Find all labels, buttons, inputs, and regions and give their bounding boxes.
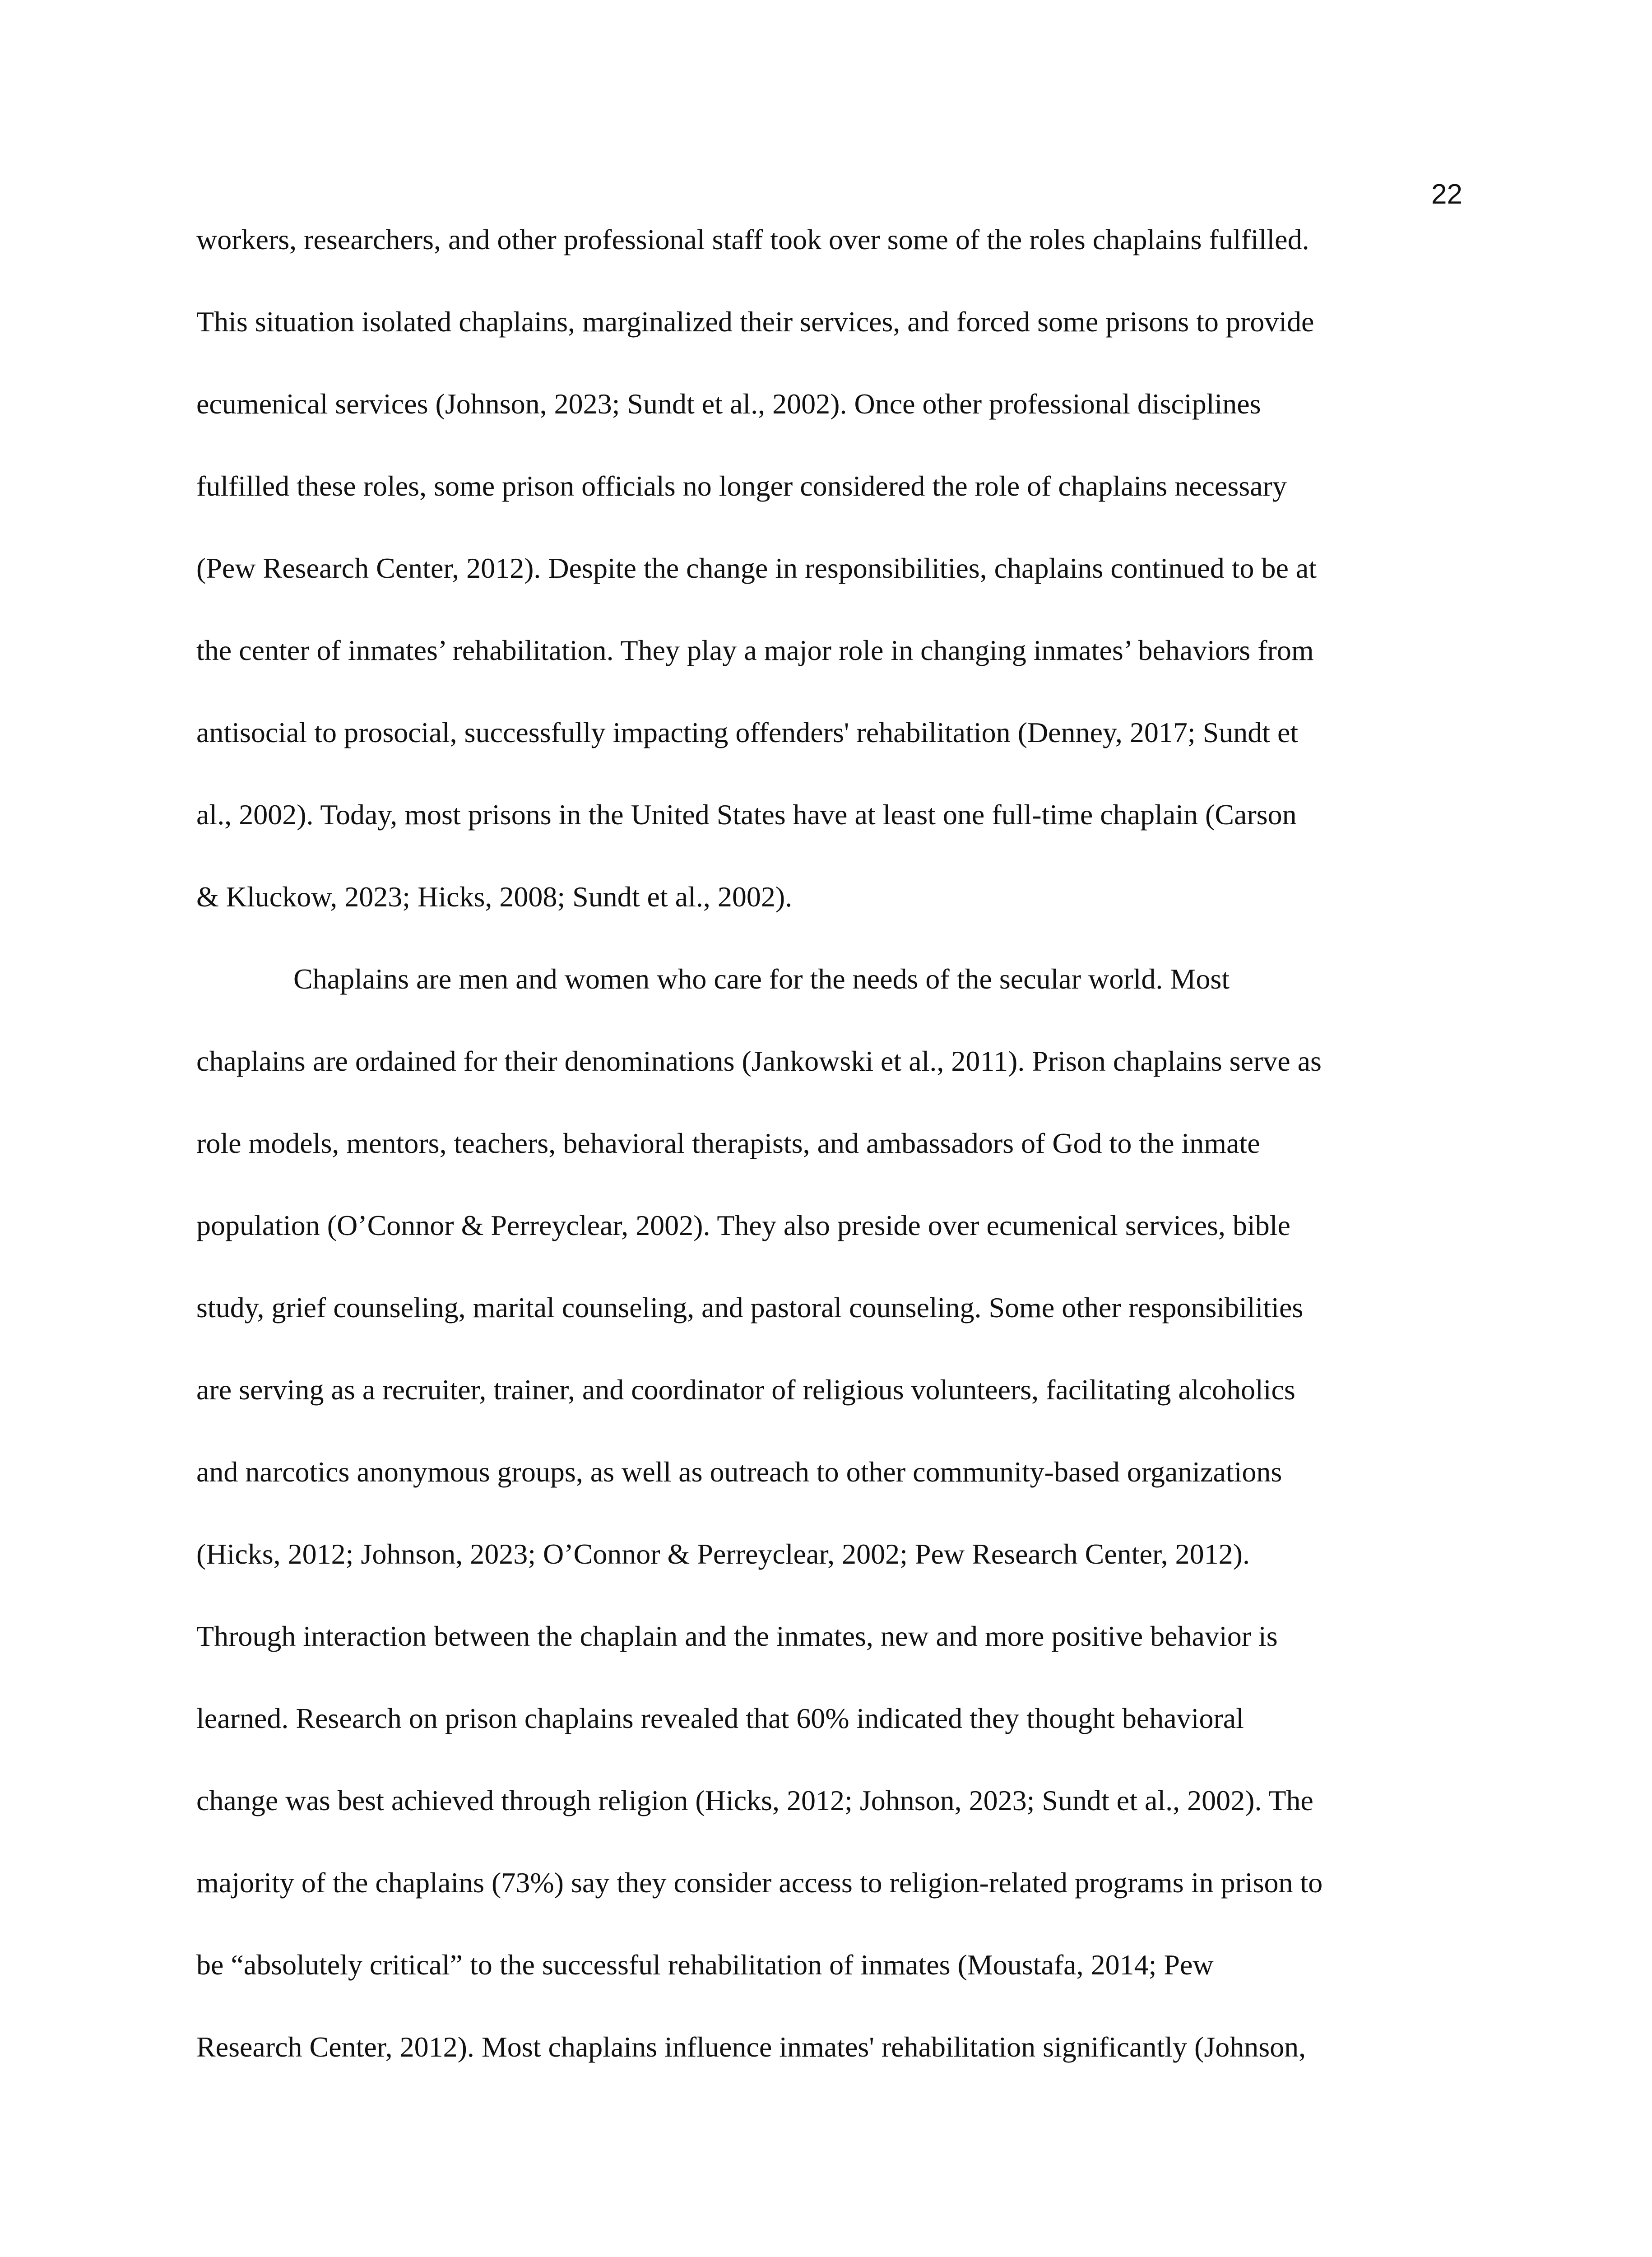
text-line: This situation isolated chaplains, marginalized their services, and forced some prisons to provide [196, 306, 1314, 338]
text-line: Research Center, 2012). Most chaplains influence inmates' rehabilitation significantly (Johnson, [196, 2031, 1306, 2063]
text-line: (Hicks, 2012; Johnson, 2023; O’Connor & Perreyclear, 2002; Pew Research Center, 2012). [196, 1538, 1250, 1570]
text-line: & Kluckow, 2023; Hicks, 2008; Sundt et al., 2002). [196, 881, 793, 913]
text-line: majority of the chaplains (73%) say they consider access to religion-related programs in prison to [196, 1867, 1323, 1899]
text-line: Through interaction between the chaplain and the inmates, new and more positive behavior is [196, 1620, 1278, 1652]
text-line: are serving as a recruiter, trainer, and coordinator of religious volunteers, facilitating alcoholics [196, 1374, 1295, 1406]
text-line: population (O’Connor & Perreyclear, 2002). They also preside over ecumenical services, bible [196, 1209, 1290, 1241]
text-line: role models, mentors, teachers, behavioral therapists, and ambassadors of God to the inmate [196, 1127, 1260, 1159]
text-line: chaplains are ordained for their denominations (Jankowski et al., 2011). Prison chaplains serve as [196, 1045, 1322, 1077]
text-line-first: Chaplains are men and women who care for the needs of the secular world. Most [293, 963, 1230, 995]
text-line: change was best achieved through religion (Hicks, 2012; Johnson, 2023; Sundt et al., 2002). The [196, 1784, 1313, 1816]
text-line: be “absolutely critical” to the successful rehabilitation of inmates (Moustafa, 2014; Pew [196, 1949, 1214, 1981]
body-text [196, 212, 1460, 2102]
text-line: learned. Research on prison chaplains revealed that 60% indicated they thought behavioral [196, 1702, 1244, 1734]
text-line: workers, researchers, and other professional staff took over some of the roles chaplains fulfilled. [196, 223, 1309, 255]
paragraph-2 [196, 952, 1460, 2102]
text-line: ecumenical services (Johnson, 2023; Sundt et al., 2002). Once other professional disciplines [196, 388, 1261, 420]
text-line: and narcotics anonymous groups, as well as outreach to other community-based organizations [196, 1456, 1282, 1488]
page-number: 22 [1431, 179, 1462, 210]
text-line: (Pew Research Center, 2012). Despite the change in responsibilities, chaplains continued to be at [196, 552, 1317, 584]
text-line: al., 2002). Today, most prisons in the United States have at least one full-time chaplain (Carson [196, 799, 1297, 831]
text-line: the center of inmates’ rehabilitation. They play a major role in changing inmates’ behaviors from [196, 634, 1314, 666]
paragraph-1 [196, 212, 1460, 952]
text-line: fulfilled these roles, some prison officials no longer considered the role of chaplains necessary [196, 470, 1287, 502]
text-line: study, grief counseling, marital counseling, and pastoral counseling. Some other responsibilities [196, 1291, 1304, 1324]
text-line: antisocial to prosocial, successfully impacting offenders' rehabilitation (Denney, 2017; Sundt et [196, 716, 1299, 748]
